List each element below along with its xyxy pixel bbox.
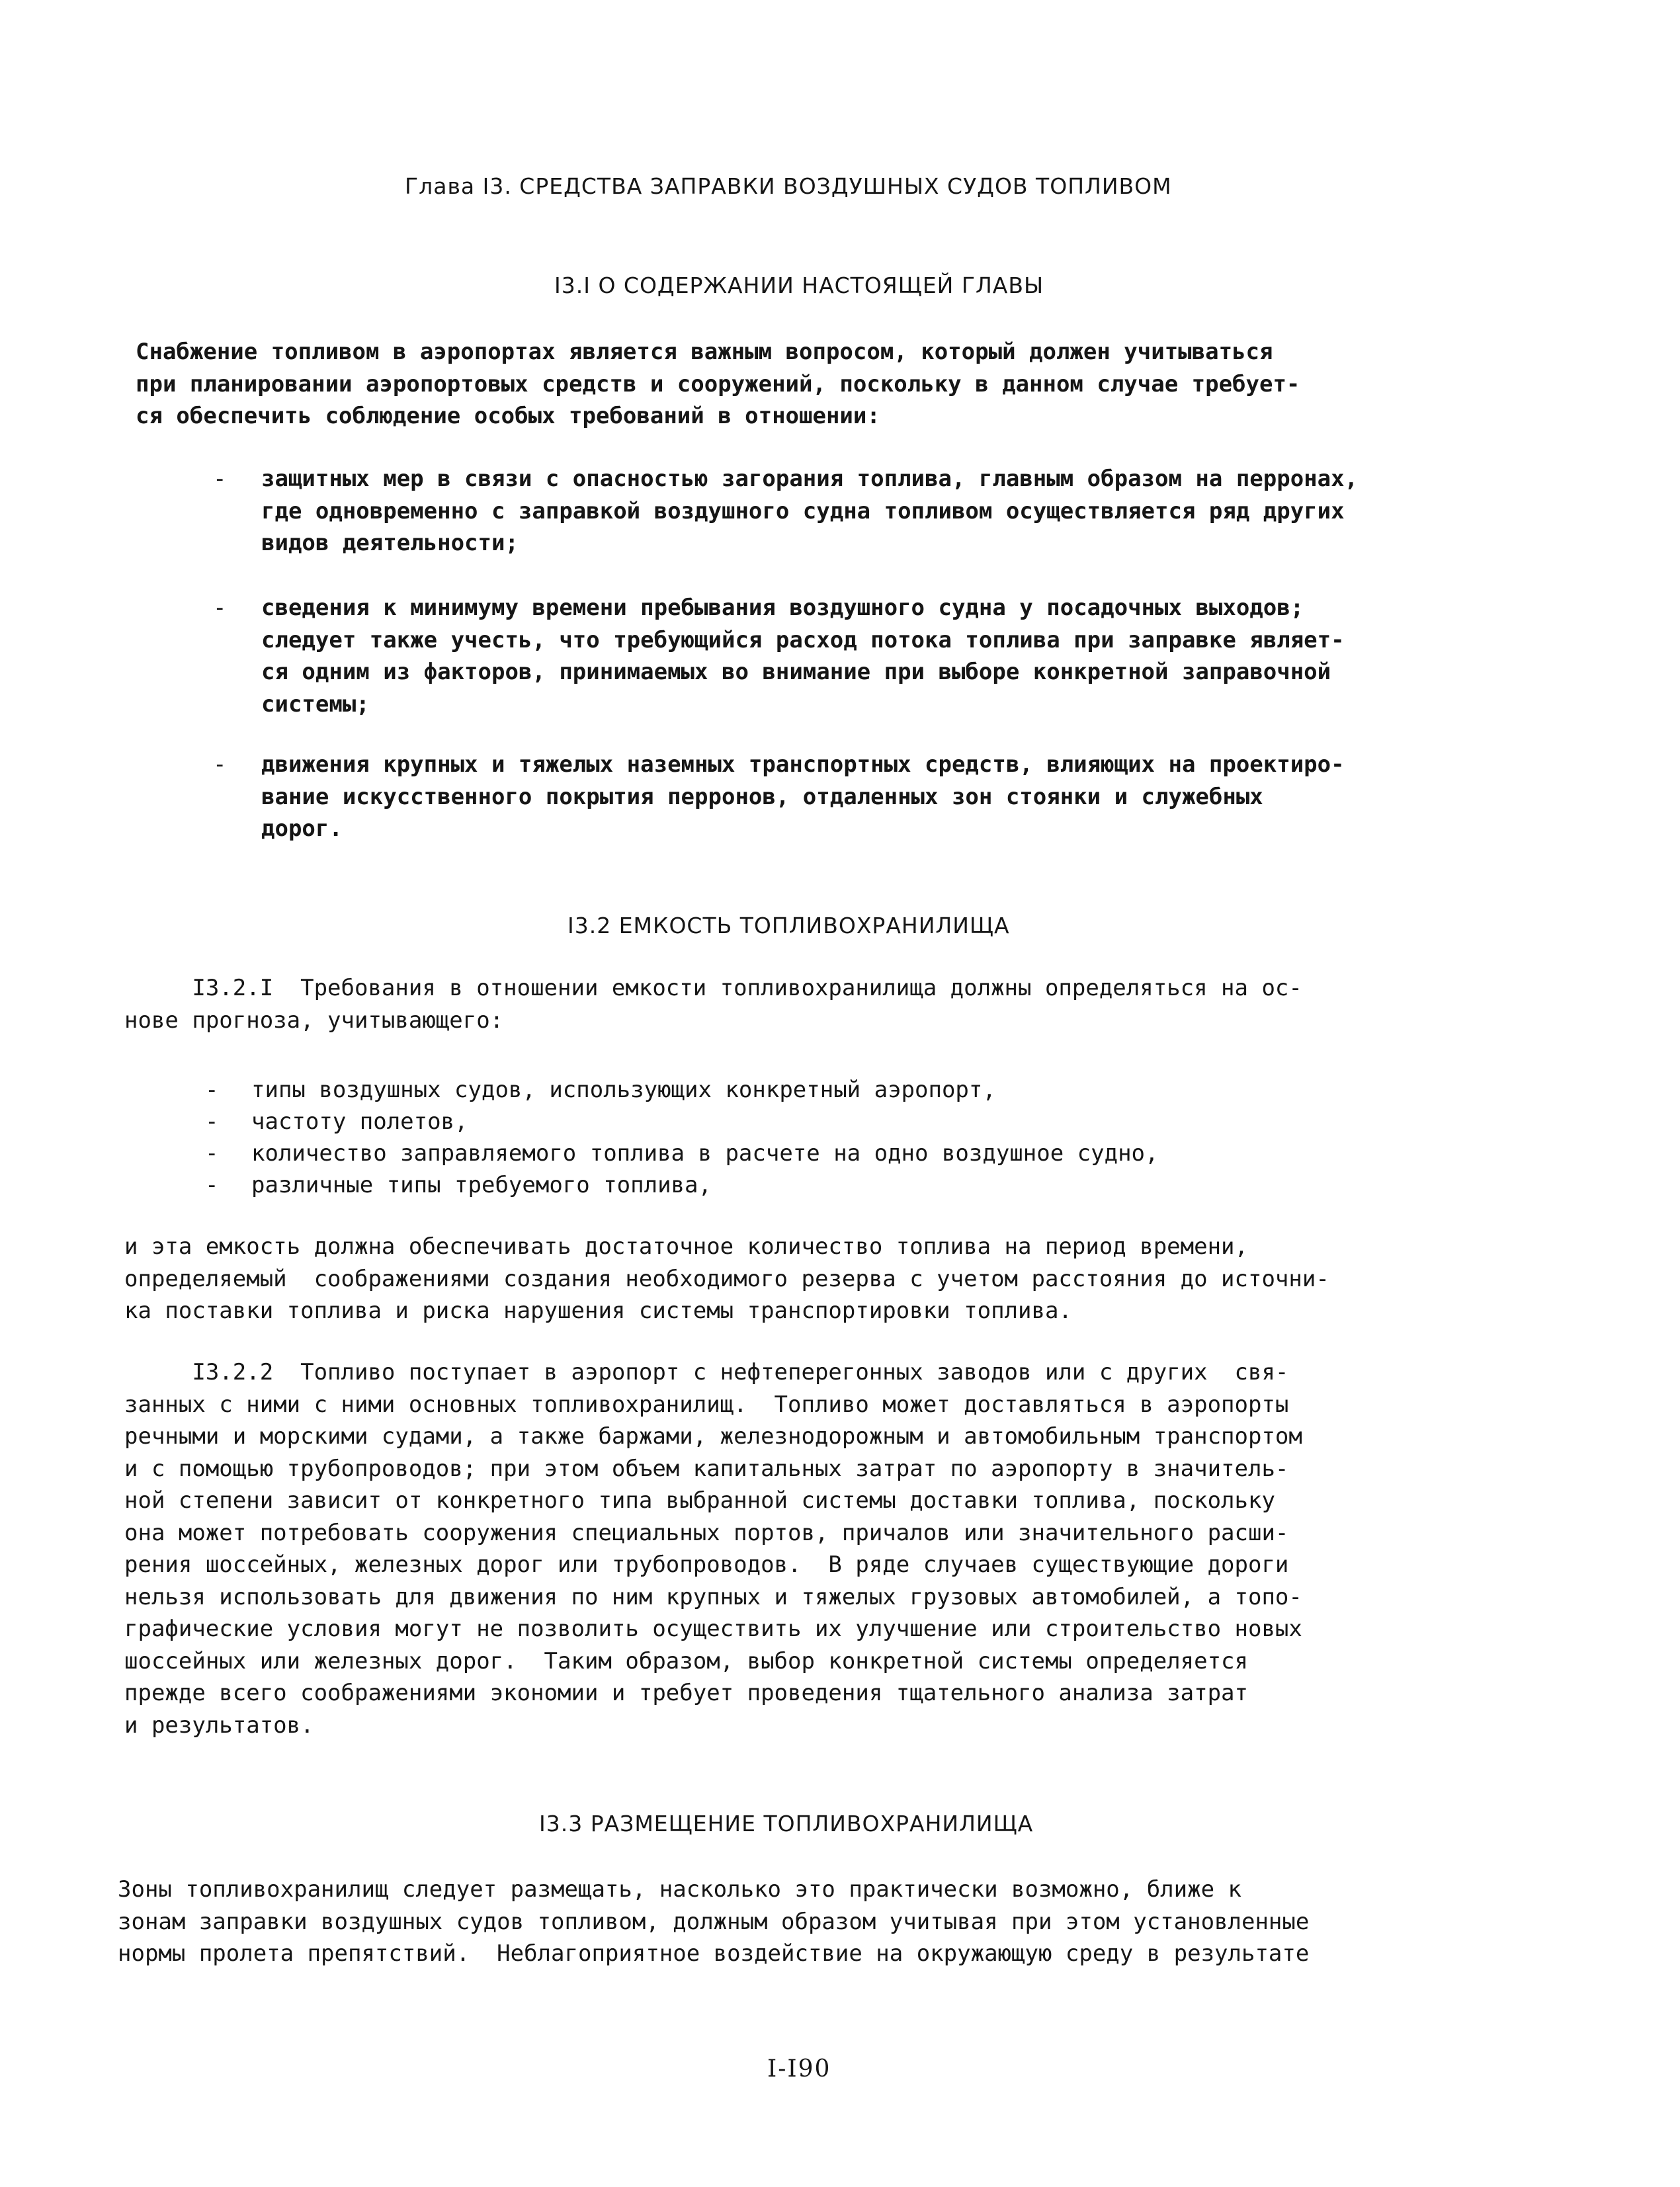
text-line: ной степени зависит от конкретного типа выбранной системы доставки топлива, поскольку: [124, 1487, 1275, 1514]
list-item: типы воздушных судов, использующих конкретный аэропорт,: [251, 1077, 996, 1103]
paragraph-13-3: [118, 1874, 1593, 1970]
text-line: дорог.: [261, 815, 343, 842]
text-line: следует также учесть, что требующийся расход потока топлива при заправке являет-: [261, 626, 1345, 653]
paragraph-13-2-2: [124, 1356, 1579, 1741]
text-line: и результатов.: [124, 1712, 314, 1739]
chapter-title: Глава I3. СРЕДСТВА ЗАПРАВКИ ВОЗДУШНЫХ СУДОВ ТОПЛИВОМ: [405, 173, 1172, 199]
bullet-marker: -: [205, 1077, 219, 1103]
section-heading-13-3: I3.3 РАЗМЕЩЕНИЕ ТОПЛИВОХРАНИЛИЩА: [539, 1811, 1034, 1836]
text-line: графические условия могут не позволить осуществить их улучшение или строительство новых: [124, 1616, 1302, 1642]
text-line: нове прогноза, учитывающего:: [124, 1007, 504, 1034]
text-line: ся обеспечить соблюдение особых требований в отношении:: [136, 403, 880, 429]
text-line: видов деятельности;: [261, 530, 519, 556]
text-line: ся одним из факторов, принимаемых во внимание при выборе конкретной заправочной: [261, 659, 1331, 685]
list-item: частоту полетов,: [251, 1108, 468, 1135]
bullet-marker: -: [213, 751, 227, 778]
text-line: ка поставки топлива и риска нарушения системы транспортировки топлива.: [124, 1298, 1072, 1324]
list-item: различные типы требуемого топлива,: [251, 1172, 712, 1198]
text-line: нормы пролета препятствий. Неблагоприятное воздействие на окружающую среду в результате: [118, 1940, 1310, 1967]
bullet-item-turnaround: [261, 592, 1584, 720]
text-line: шоссейных или железных дорог. Таким образом, выбор конкретной системы определяется: [124, 1647, 1248, 1674]
section-13-1-intro: [136, 336, 1558, 433]
bullet-marker: -: [213, 595, 227, 621]
text-line: Снабжение топливом в аэропортах является важным вопросом, который должен учитываться: [136, 339, 1273, 365]
text-line: где одновременно с заправкой воздушного судна топливом осуществляется ряд других: [261, 497, 1345, 524]
text-line: занных с ними с ними основных топливохранилищ. Топливо может доставляться в аэропорты: [124, 1391, 1289, 1418]
section-heading-13-2: I3.2 ЕМКОСТЬ ТОПЛИВОХРАНИЛИЩА: [567, 913, 1010, 938]
bullet-marker: -: [213, 466, 227, 492]
section-heading-13-1: I3.I О СОДЕРЖАНИИ НАСТОЯЩЕЙ ГЛАВЫ: [554, 272, 1044, 298]
text-line: нельзя использовать для движения по ним крупных и тяжелых грузовых автомобилей, а топо-: [124, 1583, 1302, 1610]
text-line: сведения к минимуму времени пребывания воздушного судна у посадочных выходов;: [261, 595, 1304, 621]
text-line: речными и морскими судами, а также баржами, железнодорожным и автомобильным транспортом: [124, 1423, 1302, 1450]
paragraph-13-2-1-continuation: [124, 1231, 1579, 1327]
text-line: определяемый соображениями создания необходимого резерва с учетом расстояния до источни-: [124, 1265, 1329, 1292]
text-line: I3.2.I Требования в отношении емкости топливохранилища должны определяться на ос-: [124, 975, 1302, 1001]
text-line: и эта емкость должна обеспечивать достаточное количество топлива на период времени,: [124, 1233, 1248, 1260]
text-line: системы;: [261, 690, 370, 718]
bullet-item-safety: [261, 463, 1584, 559]
paragraph-13-2-1: [124, 972, 1579, 1036]
text-line: рения шоссейных, железных дорог или трубопроводов. В ряде случаев существующие дороги: [124, 1551, 1289, 1578]
text-line: защитных мер в связи с опасностью загорания топлива, главным образом на перронах,: [261, 466, 1359, 492]
text-line: прежде всего соображениями экономии и требует проведения тщательного анализа затрат: [124, 1680, 1248, 1706]
text-line: Зоны топливохранилищ следует размещать, насколько это практически возможно, ближе к: [118, 1876, 1241, 1903]
bullet-item-heavy-vehicles: [261, 749, 1584, 845]
text-line: зонам заправки воздушных судов топливом, должным образом учитывая при этом установленные: [118, 1908, 1310, 1935]
text-line: при планировании аэропортовых средств и сооружений, поскольку в данном случае требует-: [136, 370, 1300, 397]
page-number: I-I90: [767, 2055, 831, 2083]
bullet-marker: -: [205, 1140, 219, 1167]
text-line: и с помощью трубопроводов; при этом объем капитальных затрат по аэропорту в значитель-: [124, 1455, 1289, 1482]
text-line: I3.2.2 Топливо поступает в аэропорт с нефтеперегонных заводов или с других свя-: [124, 1359, 1289, 1385]
bullet-marker: -: [205, 1108, 219, 1135]
list-item: количество заправляемого топлива в расчете на одно воздушное судно,: [251, 1140, 1159, 1167]
text-line: движения крупных и тяжелых наземных транспортных средств, влияющих на проектиро-: [261, 751, 1345, 778]
text-line: она может потребовать сооружения специальных портов, причалов или значительного расши-: [124, 1519, 1289, 1546]
text-line: вание искусственного покрытия перронов, отдаленных зон стоянки и служебных: [261, 783, 1263, 810]
bullet-marker: -: [205, 1172, 219, 1198]
